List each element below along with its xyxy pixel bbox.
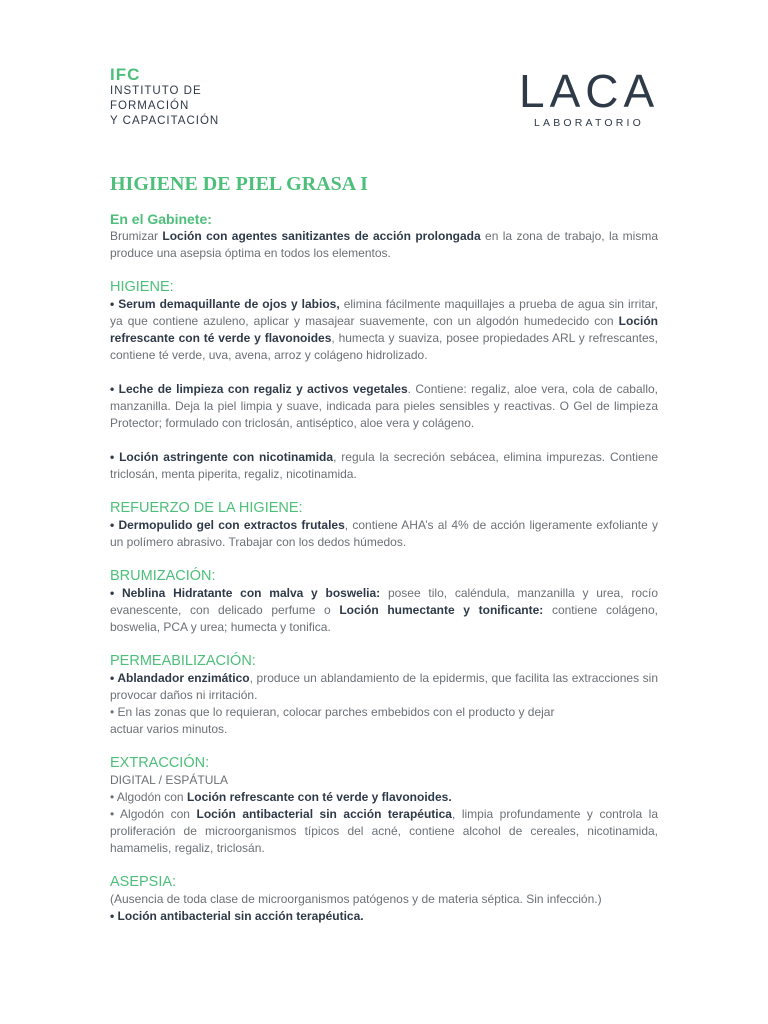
- paragraph: • Neblina Hidratante con malva y boswelia: posee tilo, caléndula, manzanilla y urea, rocío evanescente, con delicado perfume o Loción humectante y tonificante: contiene colágeno, boswelia, PCA y urea; humecta y tonifica.: [110, 586, 658, 634]
- ifc-logo: [110, 66, 219, 129]
- section-heading: REFUERZO DE LA HIGIENE:: [110, 500, 303, 516]
- paragraph: • Loción antibacterial sin acción terapéutica.: [110, 909, 364, 923]
- section-heading: HIGIENE:: [110, 279, 174, 295]
- paragraph: • Serum demaquillante de ojos y labios, elimina fácilmente maquillajes a prueba de agua sin irritar, ya que contiene azuleno, aplicar y masajear suavemente, con un algodón humedecido con Loción refrescante con té verde y flavonoides, humecta y suaviza, posee propiedades ARL y refrescantes, contiene té verde, uva, avena, arroz y colágeno hidrolizado.: [110, 297, 658, 362]
- section-heading: En el Gabinete:: [110, 211, 212, 227]
- section-gabinete: [110, 210, 658, 262]
- section-heading: ASEPSIA:: [110, 874, 177, 890]
- document-title: HIGIENE DE PIEL GRASA I: [110, 173, 368, 195]
- paragraph: • Dermopulido gel con extractos frutales, contiene AHA’s al 4% de acción ligeramente exfoliante y un polímero abrasivo. Trabajar con los dedos húmedos.: [110, 518, 658, 549]
- laca-subtitle: LABORATORIO: [533, 117, 645, 129]
- paragraph: (Ausencia de toda clase de microorganismos patógenos y de materia séptica. Sin infección.): [110, 892, 602, 906]
- ifc-line-3: Y CAPACITACIÓN: [110, 115, 220, 127]
- ifc-mark: IFC: [110, 65, 141, 84]
- paragraph: Brumizar Loción con agentes sanitizantes de acción prolongada en la zona de trabajo, la misma produce una asepsia óptima en todos los elementos.: [110, 229, 659, 260]
- section-heading: EXTRACCIÓN:: [110, 755, 210, 771]
- paragraph: • Algodón con Loción refrescante con té verde y flavonoides.: [110, 790, 452, 804]
- section-heading: PERMEABILIZACIÓN:: [110, 653, 256, 669]
- ifc-line-2: FORMACIÓN: [110, 100, 190, 112]
- laca-logo: [519, 65, 660, 130]
- section-refuerzo: [110, 499, 658, 551]
- subheading: DIGITAL / ESPÁTULA: [110, 773, 229, 787]
- section-higiene: [110, 278, 658, 483]
- section-asepsia: [110, 873, 658, 925]
- paragraph: • Leche de limpieza con regaliz y activos vegetales. Contiene: regaliz, aloe vera, cola de caballo, manzanilla. Deja la piel limpia y suave, indicada para pieles sensibles y reactivas. O Gel de limpieza Protector; formulado con triclosán, antiséptico, aloe vera y colágeno.: [110, 382, 658, 430]
- document-body: [110, 172, 658, 941]
- paragraph: • Algodón con Loción antibacterial sin acción terapéutica, limpia profundamente y controla la proliferación de microorganismos típicos del acné, contiene alcohol de cereales, nicotinamida, hamamelis, regaliz, triclosán.: [110, 807, 658, 855]
- section-permeabilizacion: [110, 652, 658, 738]
- section-heading: BRUMIZACIÓN:: [110, 568, 216, 584]
- section-brumizacion: [110, 567, 658, 636]
- paragraph: • Ablandador enzimático, produce un ablandamiento de la epidermis, que facilita las extracciones sin provocar daños ni irritación.: [110, 671, 658, 702]
- section-extraccion: [110, 754, 658, 857]
- paragraph: • Loción astringente con nicotinamida, regula la secreción sebácea, elimina impurezas. Contiene triclosán, menta piperita, regaliz, nicotinamida.: [110, 450, 659, 481]
- ifc-line-1: INSTITUTO DE: [110, 85, 202, 97]
- paragraph: actuar varios minutos.: [110, 722, 228, 736]
- laca-wordmark: LACA: [519, 65, 660, 117]
- paragraph: • En las zonas que lo requieran, colocar parches embebidos con el producto y dejar: [110, 705, 555, 719]
